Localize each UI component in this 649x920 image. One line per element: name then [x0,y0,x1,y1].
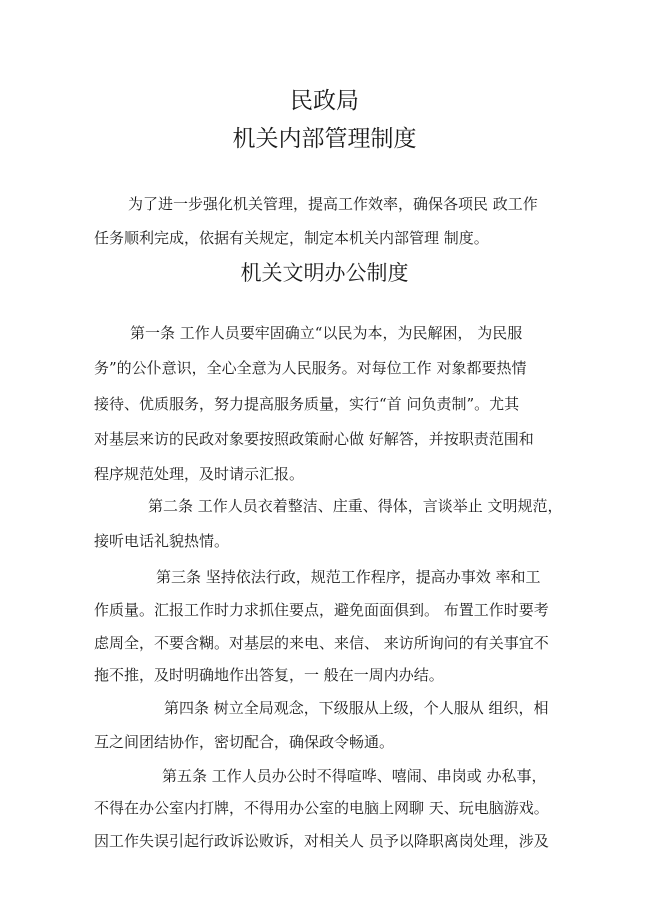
text-line: 不得在办公室内打牌，不得用办公室的电脑上网聊 天、玩电脑游戏。 [94,799,549,817]
section-heading: 机关文明办公制度 [240,261,409,285]
text-line: 互之间团结协作，密切配合，确保政令畅通。 [94,733,395,751]
text-line: 务”的公仆意识，全心全意为人民服务。对每位工作 对象都要热情 [94,359,527,377]
text-line: 虑周全，不要含糊。对基层的来电、来信、 来访所询问的有关事宜不 [94,634,549,652]
text-line: 第四条 树立全局观念，下级服从上级，个人服从 组织，相 [164,699,549,717]
document-title-main: 机关内部管理制度 [232,126,417,152]
text-line: 对基层来访的民政对象要按照政策耐心做 好解答，并按职责范围和 [94,430,534,448]
text-line: 任务顺利完成，依据有关规定，制定本机关内部管理 制度。 [94,229,489,247]
text-line: 因工作失误引起行政诉讼败诉，对相关人 员予以降职离岗处理，涉及 [94,832,549,850]
text-line: 作质量。汇报工作时力求抓住要点，避免面面俱到。 布置工作时要考 [94,601,549,619]
text-line: 接听电话礼貌热情。 [94,532,230,550]
document-title-org: 民政局 [290,88,359,114]
text-line: 第五条 工作人员办公时不得喧哗、嘻闹、串岗或 办私事， [162,767,547,785]
text-line: 接待、优质服务，努力提高服务质量，实行“首 问负责制”。尤其 [94,395,520,413]
text-line: 第二条 工作人员衣着整洁、庄重、得体，言谈举止 文明规范， [148,497,563,515]
text-line: 拖不推，及时明确地作出答复，一 般在一周内办结。 [94,666,444,684]
text-line: 为了进一步强化机关管理，提高工作效率，确保各项民 政工作 [128,195,538,213]
text-line: 第三条 坚持依法行政，规范工作程序，提高办事效 率和工 [156,568,541,586]
text-line: 程序规范处理，及时请示汇报。 [94,465,305,483]
text-line: 第一条 工作人员要牢固确立“以民为本，为民解困， 为民服 [130,324,523,342]
